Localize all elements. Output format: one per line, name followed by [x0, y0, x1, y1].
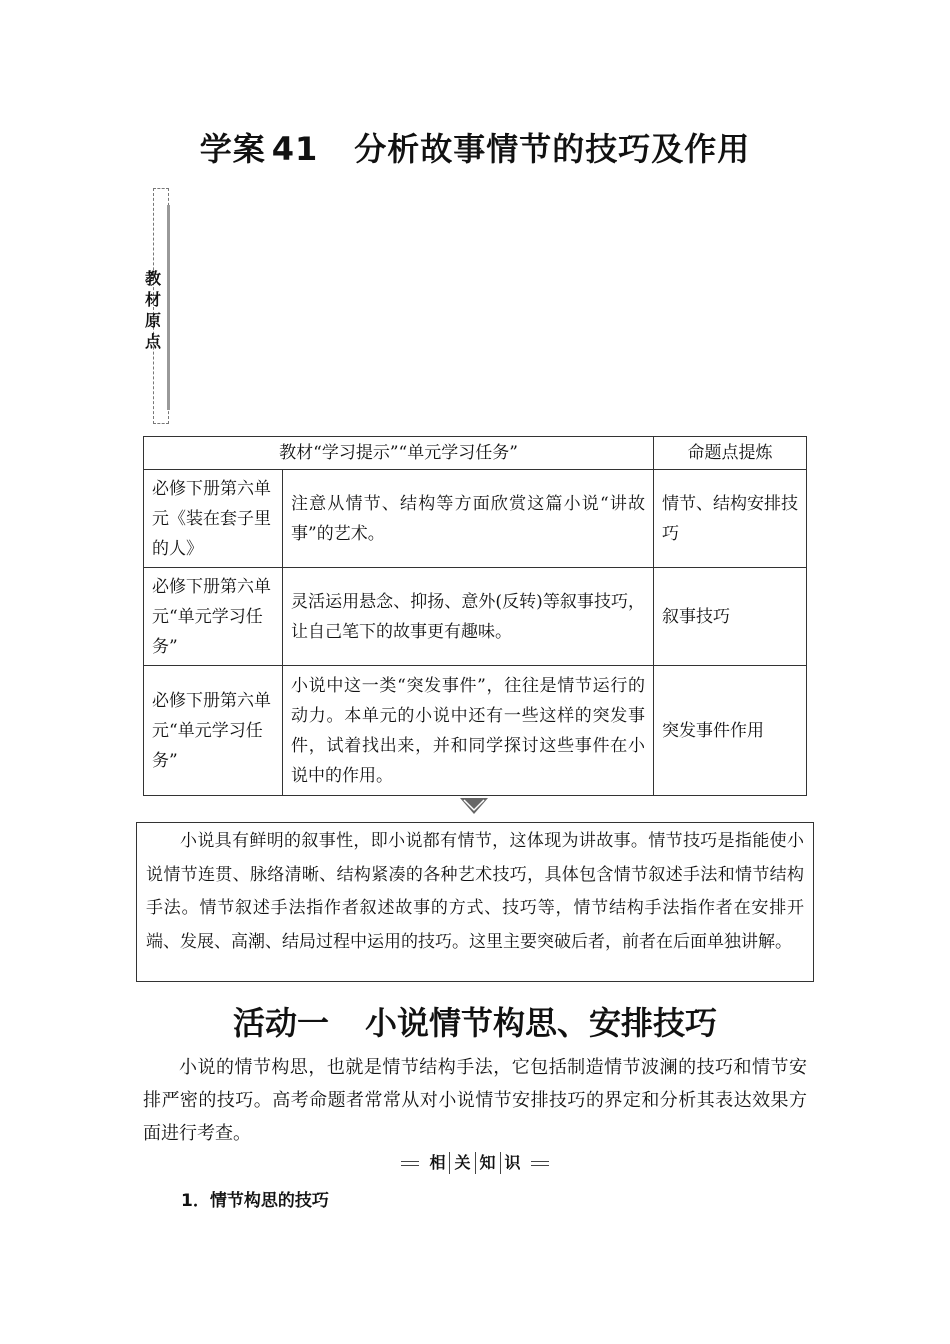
title-prefix: 学案 — [199, 130, 266, 168]
side-label-char: 原 — [144, 311, 161, 330]
table-cell-source: 必修下册第六单元“单元学习任务” — [144, 568, 283, 666]
table-cell-content: 灵活运用悬念、抑扬、意外(反转)等叙事技巧，让自己笔下的故事更有趣味。 — [283, 568, 654, 666]
title-number: 41 — [271, 130, 319, 168]
subheading: 1．情节构思的技巧 — [181, 1191, 329, 1211]
side-label — [142, 268, 164, 352]
side-label-bar — [167, 205, 170, 410]
side-label-char: 教 — [144, 269, 161, 288]
activity-label: 活动一 — [232, 1004, 329, 1042]
tag-char: 知 — [476, 1152, 501, 1174]
table-row — [144, 666, 807, 796]
title-main: 分析故事情节的技巧及作用 — [354, 130, 751, 168]
table-cell-point: 突发事件作用 — [654, 666, 807, 796]
tag-char: 关 — [450, 1152, 475, 1174]
knowledge-tag — [0, 1152, 950, 1174]
tag-rule-right — [531, 1161, 549, 1166]
tag-char: 识 — [504, 1153, 521, 1172]
tag-rule-left — [401, 1161, 419, 1166]
side-label-char: 点 — [144, 332, 161, 351]
source-table — [143, 436, 807, 796]
page-title — [0, 124, 950, 170]
table-cell-content: 小说中这一类“突发事件”，往往是情节运行的动力。本单元的小说中还有一些这样的突发事件，试着找出来，并和同学探讨这些事件在小说中的作用。 — [283, 666, 654, 796]
summary-box — [136, 822, 814, 982]
table-header-row — [144, 437, 807, 470]
table-row — [144, 568, 807, 666]
down-arrow-icon — [460, 798, 488, 814]
table-header-source: 教材“学习提示”“单元学习任务” — [144, 437, 654, 470]
table-header-point: 命题点提炼 — [654, 437, 807, 470]
intro-paragraph: 小说的情节构思，也就是情节结构手法，它包括制造情节波澜的技巧和情节安排严密的技巧。高考命题者常常从对小说情节安排技巧的界定和分析其表达效果方面进行考查。 — [143, 1057, 807, 1144]
activity-heading — [0, 998, 950, 1044]
tag-char: 相 — [425, 1152, 450, 1174]
table-cell-point: 情节、结构安排技巧 — [654, 470, 807, 568]
activity-title: 小说情节构思、安排技巧 — [365, 1004, 718, 1042]
table-cell-point: 叙事技巧 — [654, 568, 807, 666]
table-row — [144, 470, 807, 568]
summary-text: 小说具有鲜明的叙事性，即小说都有情节，这体现为讲故事。情节技巧是指能使小说情节连贯、脉络清晰、结构紧凑的各种艺术技巧，具体包含情节叙述手法和情节结构手法。情节叙述手法指作者叙述故事的方式、技巧等，情节结构手法指作者在安排开端、发展、高潮、结局过程中运用的技巧。这里主要突破后者，前者在后面单独讲解。 — [146, 831, 804, 952]
table-cell-content: 注意从情节、结构等方面欣赏这篇小说“讲故事”的艺术。 — [283, 470, 654, 568]
table-cell-source: 必修下册第六单元“单元学习任务” — [144, 666, 283, 796]
table-cell-source: 必修下册第六单元《装在套子里的人》 — [144, 470, 283, 568]
side-label-char: 材 — [144, 290, 161, 309]
